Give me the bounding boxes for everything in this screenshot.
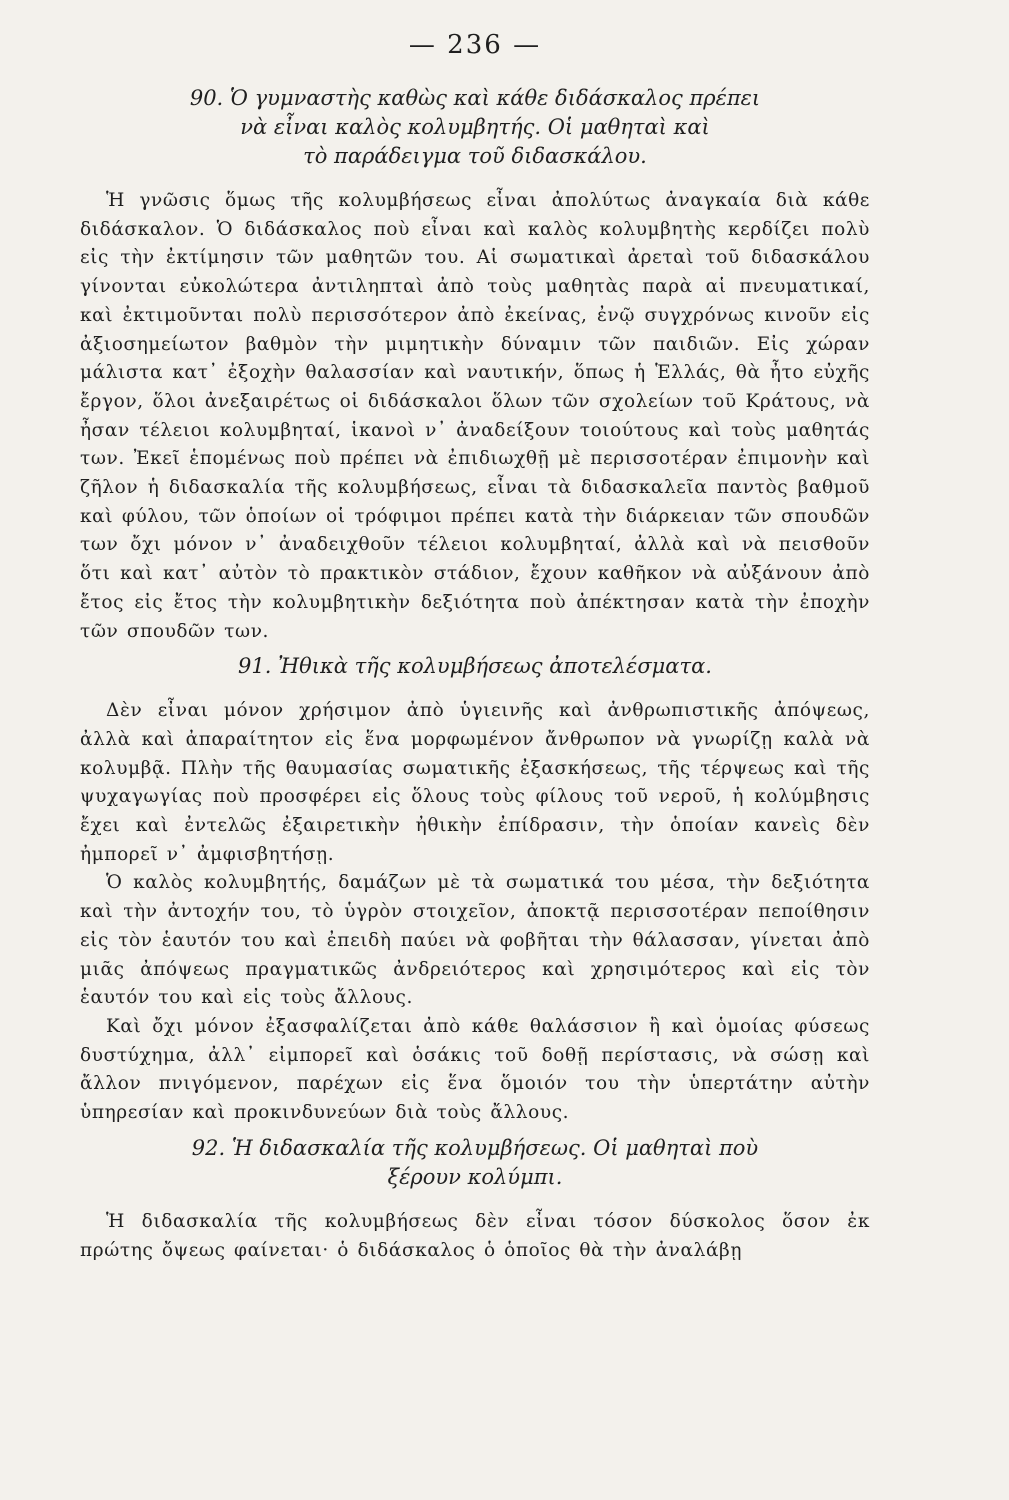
heading-line: 90. Ὁ γυμναστὴς καθὼς καὶ κάθε διδάσκαλος πρέπει — [189, 86, 761, 110]
heading-line: νὰ εἶναι καλὸς κολυμβητής. Οἱ μαθηταὶ καὶ — [240, 115, 710, 139]
section-90-paragraph: Ἡ γνῶσις ὅμως τῆς κολυμβήσεως εἶναι ἀπολύτως ἀναγκαία διὰ κάθε διδάσκαλον. Ὁ διδάσκαλος ποὺ εἶναι καὶ καλὸς κολυμβητὴς κερδίζει πολὺ εἰς τὴν ἐκτίμησιν τῶν μαθητῶν του. Αἱ σωματικαὶ ἀρεταὶ τοῦ διδασκάλου γίνονται εὐκολώτερα ἀντιληπταὶ ἀπὸ τοὺς μαθητὰς παρὰ αἱ πνευματικαί, καὶ ἐκτιμοῦνται πολὺ περισσότερον ἀπὸ ἐκείνας, ἐνῷ συγχρόνως κινοῦν εἰς ἀξιοσημείωτον βαθμὸν τὴν μιμητικὴν δύναμιν τῶν παιδιῶν. Εἰς χώραν μάλιστα κατ᾽ ἐξοχὴν θαλασσίαν καὶ ναυτικήν, ὅπως ἡ Ἑλλάς, θὰ ἦτο εὐχῆς ἔργον, ὅλοι ἀνεξαιρέτως οἱ διδάσκαλοι ὅλων τῶν σχολείων τοῦ Κράτους, νὰ ἦσαν τέλειοι κολυμβηταί, ἱκανοὶ ν᾽ ἀναδείξουν τοιούτους καὶ τοὺς μαθητάς των. Ἐκεῖ ἑπομένως ποὺ πρέπει νὰ ἐπιδιωχθῇ μὲ περισσοτέραν ἐπιμονὴν καὶ ζῆλον ἡ διδασκαλία τῆς κολυμβήσεως, εἶναι τὰ διδασκαλεῖα παντὸς βαθμοῦ καὶ φύλου, τῶν ὁποίων οἱ τρόφιμοι πρέπει κατὰ τὴν διάρκειαν τῶν σπουδῶν των ὄχι μόνον ν᾽ ἀναδειχθοῦν τέλειοι κολυμβηταί, ἀλλὰ καὶ νὰ πεισθοῦν ὅτι καὶ κατ᾽ αὐτὸν τὸ πρακτικὸν στάδιον, ἔχουν καθῆκον νὰ αὐξάνουν ἀπὸ ἔτος εἰς ἔτος τὴν κολυμβητικὴν δεξιότητα ποὺ ἀπέκτησαν κατὰ τὴν ἐποχὴν τῶν σπουδῶν των. — [80, 190, 870, 642]
heading-line: 92. Ἡ διδασκαλία τῆς κολυμβήσεως. Οἱ μαθηταὶ ποὺ — [191, 1135, 759, 1160]
book-page — [80, 30, 870, 1265]
section-91-paragraph-1: Δὲν εἶναι μόνον χρήσιμον ἀπὸ ὑγιεινῆς καὶ ἀνθρωπιστικῆς ἀπόψεως, ἀλλὰ καὶ ἀπαραίτητον εἰς ἕνα μορφωμένον ἄνθρωπον νὰ γνωρίζῃ καλὰ νὰ κολυμβᾷ. Πλὴν τῆς θαυμασίας σωματικῆς ἐξασκήσεως, τῆς τέρψεως καὶ τῆς ψυχαγωγίας ποὺ προσφέρει εἰς ὅλους τοὺς φίλους τοῦ νεροῦ, ἡ κολύμβησις ἔχει καὶ ἐντελῶς ἐξαιρετικὴν ἠθικὴν ἐπίδρασιν, τὴν ὁποίαν κανεὶς δὲν ἠμπορεῖ ν᾽ ἀμφισβητήσῃ. — [80, 700, 870, 865]
section-90-heading — [80, 84, 870, 171]
page-number: — 236 — — [408, 30, 542, 60]
heading-line: 91. Ἠθικὰ τῆς κολυμβήσεως ἀποτελέσματα. — [238, 654, 712, 679]
section-91-paragraph-2: Ὁ καλὸς κολυμβητής, δαμάζων μὲ τὰ σωματικά του μέσα, τὴν δεξιότητα καὶ τὴν ἀντοχήν του, τὸ ὑγρὸν στοιχεῖον, ἀποκτᾷ περισσοτέραν πεποίθησιν εἰς τὸν ἑαυτόν του καὶ ἐπειδὴ παύει νὰ φοβῆται τὴν θάλασσαν, γίνεται ἀπὸ μιᾶς ἀπόψεως πραγματικῶς ἀνδρειότερος καὶ χρησιμότερος καὶ εἰς τὸν ἑαυτόν του καὶ εἰς τοὺς ἄλλους. — [80, 872, 870, 1009]
heading-line: ξέρουν κολύμπι. — [387, 1164, 563, 1189]
section-92-heading — [80, 1134, 870, 1192]
section-91-paragraph-3: Καὶ ὄχι μόνον ἐξασφαλίζεται ἀπὸ κάθε θαλάσσιον ἢ καὶ ὁμοίας φύσεως δυστύχημα, ἀλλ᾽ εἰμπορεῖ καὶ ὁσάκις τοῦ δοθῇ περίστασις, νὰ σώσῃ καὶ ἄλλον πνιγόμενον, παρέχων εἰς ἕνα ὅμοιόν του τὴν ὑπερτάτην αὐτὴν ὑπηρεσίαν καὶ προκινδυνεύων διὰ τοὺς ἄλλους. — [80, 1015, 870, 1124]
section-92-paragraph: Ἡ διδασκαλία τῆς κολυμβήσεως δὲν εἶναι τόσον δύσκολος ὅσον ἐκ πρώτης ὄψεως φαίνεται· ὁ διδάσκαλος ὁ ὁποῖος θὰ τὴν ἀναλάβῃ — [80, 1210, 870, 1261]
heading-line: τὸ παράδειγμα τοῦ διδασκάλου. — [303, 144, 647, 168]
section-91-heading — [80, 652, 870, 681]
